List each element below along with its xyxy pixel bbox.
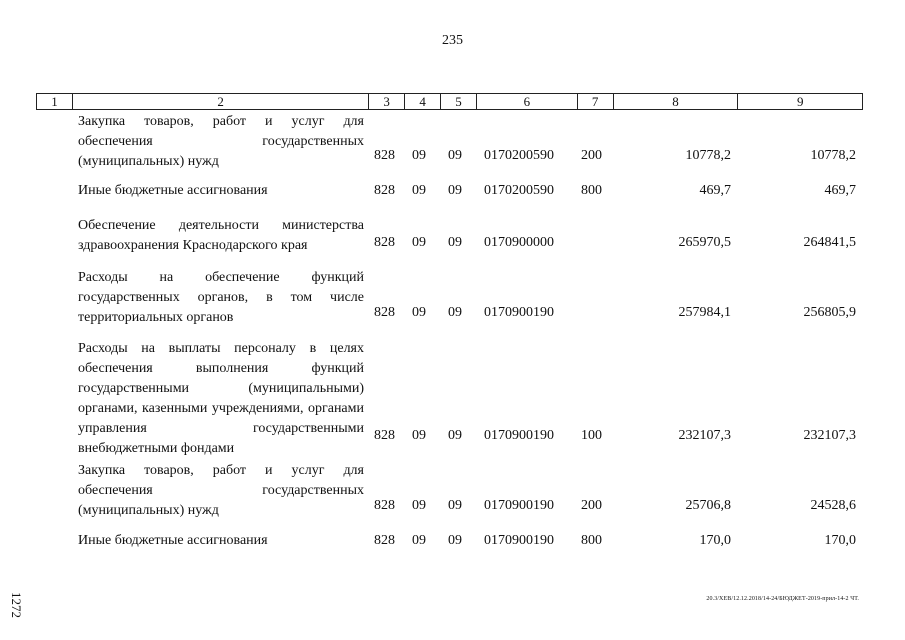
cell-ministry: 828 [374, 533, 395, 548]
cell-expense-type: 100 [581, 428, 602, 443]
cell-section: 09 [412, 498, 426, 513]
cell-expense-type: 800 [581, 183, 602, 198]
row-description: Закупка товаров, работ и услуг для обеспечения государственных (муниципальных) нужд [78, 463, 364, 518]
cell-subsection: 09 [448, 533, 462, 548]
cell-section: 09 [412, 183, 426, 198]
cell-ministry: 828 [374, 498, 395, 513]
side-page-number: 1272 [9, 592, 24, 618]
cell-amount-col8: 469,7 [699, 183, 731, 198]
column-header-5: 5 [441, 94, 477, 109]
cell-amount-col9: 24528,6 [810, 498, 856, 513]
row-description: Закупка товаров, работ и услуг для обеспечения государственных (муниципальных) нужд [78, 114, 364, 169]
cell-amount-col8: 10778,2 [685, 148, 731, 163]
cell-subsection: 09 [448, 183, 462, 198]
row-description: Иные бюджетные ассигнования [78, 183, 268, 198]
cell-ministry: 828 [374, 148, 395, 163]
cell-subsection: 09 [448, 498, 462, 513]
cell-amount-col9: 170,0 [824, 533, 856, 548]
cell-target-article: 0170900190 [484, 498, 554, 513]
cell-target-article: 0170900190 [484, 305, 554, 320]
cell-target-article: 0170200590 [484, 148, 554, 163]
cell-section: 09 [412, 305, 426, 320]
cell-amount-col9: 10778,2 [810, 148, 856, 163]
cell-subsection: 09 [448, 428, 462, 443]
cell-amount-col8: 265970,5 [678, 235, 731, 250]
cell-ministry: 828 [374, 428, 395, 443]
column-header-6: 6 [477, 94, 578, 109]
cell-amount-col8: 257984,1 [678, 305, 731, 320]
cell-target-article: 0170200590 [484, 183, 554, 198]
cell-section: 09 [412, 428, 426, 443]
page-number: 235 [442, 33, 463, 48]
column-header-3: 3 [369, 94, 405, 109]
cell-amount-col9: 232107,3 [803, 428, 856, 443]
column-header-9: 9 [796, 94, 804, 109]
cell-target-article: 0170900190 [484, 533, 554, 548]
cell-amount-col9: 264841,5 [803, 235, 856, 250]
column-header-4: 4 [405, 94, 441, 109]
cell-ministry: 828 [374, 183, 395, 198]
cell-section: 09 [412, 533, 426, 548]
cell-ministry: 828 [374, 235, 395, 250]
column-header-2: 2 [73, 94, 369, 109]
cell-target-article: 0170900190 [484, 428, 554, 443]
cell-expense-type: 200 [581, 498, 602, 513]
cell-target-article: 0170900000 [484, 235, 554, 250]
column-header-1: 1 [37, 94, 73, 109]
cell-subsection: 09 [448, 148, 462, 163]
row-description: Иные бюджетные ассигнования [78, 533, 268, 548]
cell-section: 09 [412, 148, 426, 163]
cell-amount-col9: 469,7 [824, 183, 856, 198]
cell-amount-col9: 256805,9 [803, 305, 856, 320]
row-description: Обеспечение деятельности министерства здравоохранения Краснодарского края [78, 218, 364, 253]
row-description: Расходы на обеспечение функций государственных органов, в том числе территориальных органов [78, 270, 364, 325]
cell-amount-col8: 170,0 [699, 533, 731, 548]
cell-amount-col8: 232107,3 [678, 428, 731, 443]
column-header-8: 8 [614, 94, 739, 109]
cell-subsection: 09 [448, 235, 462, 250]
footer-document-code: 20.3/ХЕВ/12.12.2018/14-24/БЮДЖЕТ-2019-прил-14-2 ЧТ. [706, 596, 859, 602]
cell-expense-type: 200 [581, 148, 602, 163]
cell-section: 09 [412, 235, 426, 250]
cell-ministry: 828 [374, 305, 395, 320]
cell-expense-type: 800 [581, 533, 602, 548]
cell-subsection: 09 [448, 305, 462, 320]
row-description: Расходы на выплаты персоналу в целях обеспечения выполнения функций государственными (муниципальными) органами, казенными учреждениями, органами управления государственными внебюджетными фондами [78, 341, 364, 456]
cell-amount-col8: 25706,8 [685, 498, 731, 513]
table-header [36, 93, 863, 110]
column-header-7: 7 [578, 94, 614, 109]
